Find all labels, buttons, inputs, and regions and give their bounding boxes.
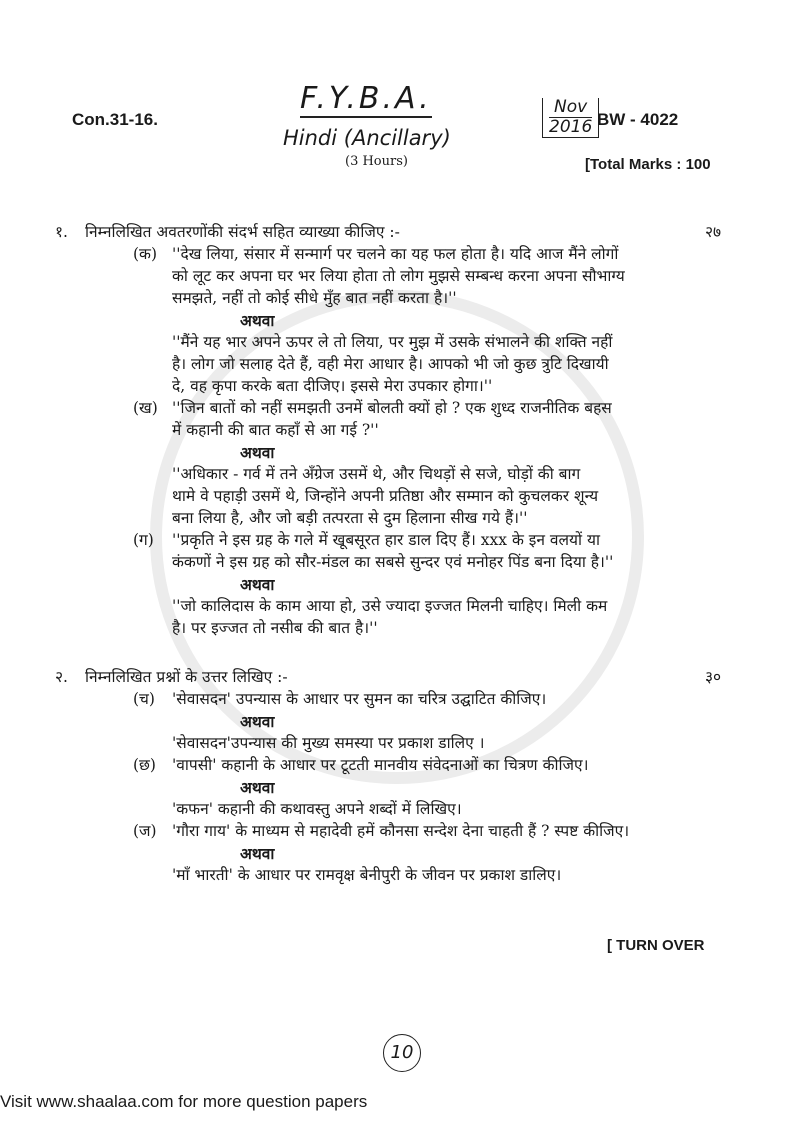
alternative-text-line: ''मैंने यह भार अपने ऊपर ले तो लिया, पर मुझ में उसके संभालने की शक्ति नहीं [172,333,613,351]
alternative-text-line: ''जो कालिदास के काम आया हो, उसे ज्यादा इज्जत मिलनी चाहिए। मिली कम [172,597,608,615]
alternative-text-line: ''अधिकार - गर्व में तने अँग्रेज उसमें थे, और चिथड़ों से सजे, घोड़ों की बाग [172,465,581,483]
item-text-line: ''प्रकृति ने इस ग्रह के गले में खूबसूरत हार डाल दिए हैं। xxx के इन वलयों या [172,531,600,549]
alternative-text-line: थामे वे पहाड़ी उसमें थे, जिन्होंने अपनी प्रतिष्ठा और सम्मान को कुचलकर शून्य [172,487,599,505]
item-label: (क) [133,245,157,263]
alternative-text-line: है। पर इज्जत तो नसीब की बात है।'' [172,619,378,637]
item-text-line: को लूट कर अपना घर भर लिया होता तो लोग मुझसे सम्बन्ध करना अपना सौभाग्य [172,267,625,285]
alternative-text-line: है। लोग जो सलाह देते हैं, वही मेरा आधार है। आपको भी जो कुछ त्रुटि दिखायी [172,355,609,373]
or-label: अथवा [240,844,275,863]
item-text-line: समझते, नहीं तो कोई सीधे मुँह बात नहीं करता है।'' [172,289,457,307]
paper-code-con: Con.31-16. [72,110,158,129]
exam-date [542,98,599,138]
item-label: (ज) [133,822,157,840]
item-label: (छ) [133,756,156,774]
or-label: अथवा [240,443,275,462]
item-text-line: ''देख लिया, संसार में सन्मार्ग पर चलने का यह फल होता है। यदि आज मैंने लोगों [172,245,619,263]
question-number: १. [55,223,68,241]
or-label: अथवा [240,712,275,731]
item-text-line: कंकणों ने इस ग्रह को सौर-मंडल का सबसे सुन्दर एवं मनोहर पिंड बना दिया है।'' [172,553,614,571]
page-number: 10 [383,1034,421,1072]
exam-month: Nov [554,97,588,117]
item-label: (च) [133,690,155,708]
alternative-text-line: 'माँ भारती' के आधार पर रामवृक्ष बेनीपुरी के जीवन पर प्रकाश डालिए। [172,866,562,884]
footer-link[interactable]: Visit www.shaalaa.com for more question papers [0,1092,368,1111]
duration: (3 Hours) [345,154,408,169]
or-label: अथवा [240,311,275,330]
alternative-text-line: दे, वह कृपा करके बता दीजिए। इससे मेरा उपकार होगा।'' [172,377,493,395]
alternative-text-line: 'सेवासदन'उपन्यास की मुख्य समस्या पर प्रकाश डालिए । [172,734,485,752]
or-label: अथवा [240,778,275,797]
course-title: F.Y.B.A. [300,81,432,116]
question-title: निम्नलिखित अवतरणोंकी संदर्भ सहित व्याख्या कीजिए :- [85,223,400,241]
item-text-line: 'सेवासदन' उपन्यास के आधार पर सुमन का चरित्र उद्घाटित कीजिए। [172,690,547,708]
item-text-line: ''जिन बातों को नहीं समझती उनमें बोलती क्यों हो ? एक शुध्द राजनीतिक बहस [172,399,612,417]
turn-over: [ TURN OVER [607,937,705,954]
item-text-line: में कहानी की बात कहाँ से आ गई ?'' [172,421,379,439]
question-marks: ३० [705,668,722,686]
question-title: निम्नलिखित प्रश्नों के उत्तर लिखिए :- [85,668,288,686]
item-text-line: 'गौरा गाय' के माध्यम से महादेवी हमें कौनसा सन्देश देना चाहती हैं ? स्पष्ट कीजिए। [172,822,630,840]
exam-year: 2016 [549,117,593,137]
item-label: (ग) [133,531,154,549]
question-number: २. [55,668,68,686]
bw-code: BW - 4022 [597,110,679,129]
total-marks: [Total Marks : 100 [585,156,711,173]
item-label: (ख) [133,399,158,417]
question-marks: २७ [705,223,722,241]
or-label: अथवा [240,575,275,594]
subject-title: Hindi (Ancillary) [283,126,451,150]
alternative-text-line: 'कफन' कहानी की कथावस्तु अपने शब्दों में लिखिए। [172,800,462,818]
item-text-line: 'वापसी' कहानी के आधार पर टूटती मानवीय संवेदनाओं का चित्रण कीजिए। [172,756,589,774]
alternative-text-line: बना लिया है, और जो बड़ी तत्परता से दुम हिलाना सीख गये हैं।'' [172,509,528,527]
